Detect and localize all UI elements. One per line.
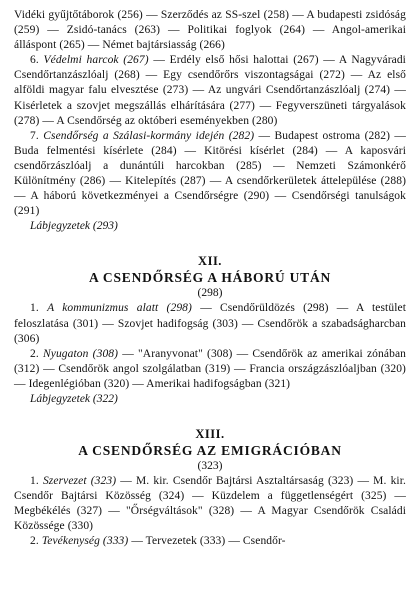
section-entries: — M. kir. Csendőr Bajtársi Asztaltársaság (323) — M. kir. Csendőr Bajtársi Közösség (324) — Küzdelem a függetlenségért (325) — Megbékélés (327) — "Őrségváltások" (328) — A Magyar Csendőrök Családi Közössége (330)	[14, 475, 406, 533]
section-number: 2.	[30, 347, 39, 360]
footnotes-entry: Lábjegyzetek (322)	[30, 392, 118, 405]
toc-paragraph-ghetto-camps: Vidéki gyűjtőtáborok (256) — Szerződés az SS-szel (258) — A budapesti zsidóság (259) — Zsidó-tanács (263) — Politikai foglyok (264) — Angol-amerikai álláspont (265) — Német bajtársiasság (266)	[14, 9, 406, 52]
section-number: 2.	[30, 535, 39, 548]
chapter-heading-xii	[14, 254, 406, 301]
section-entries: — "Aranyvonat" (308) — Csendőrök az amerikai zónában (312) — Csendőrök angol szolgálatban (319) — Francia országzászlóaljban (320) — Idegenlégióban (320) — Amerikai hadifogságban (321)	[14, 347, 406, 390]
toc-paragraph-defensive-battles	[14, 53, 406, 128]
toc-paragraph-szalasi-government	[14, 129, 406, 220]
section-number: 7.	[30, 129, 39, 142]
section-entries: — Budapest ostroma (282) — Buda felmentési kísérlete (284) — Kitörési kísérlet (284) — A kaposvári csendőrzászlóalj a dunántúli harcokban (285) — Nemzeti Számonkérő Különítmény (286) — Kitelepítés (287) — A csendőrkerületek áttelepülése (288) — A háború következményei a Csendőrségre (290) — Csendőrségi tanulságok (291)	[14, 129, 406, 218]
section-entries: — Tervezetek (333) — Csendőr-	[128, 535, 286, 548]
section-title: A kommunizmus alatt (298)	[47, 302, 192, 315]
section-title: Tevékenység (333)	[41, 535, 129, 548]
toc-paragraph-west	[14, 347, 406, 392]
chapter-number: XIII.	[195, 427, 225, 442]
section-title: Védelmi harcok (267)	[43, 54, 149, 67]
toc-paragraph-activity	[14, 534, 406, 549]
section-number: 1.	[30, 475, 39, 488]
chapter-title: A CSENDŐRSÉG AZ EMIGRÁCIÓBAN	[78, 443, 342, 459]
chapter-title: A CSENDŐRSÉG A HÁBORÚ UTÁN	[88, 270, 332, 286]
toc-paragraph-communism	[14, 301, 406, 346]
section-title: Csendőrség a Szálasi-kormány idején (282)	[43, 129, 255, 142]
footnotes-entry: Lábjegyzetek (293)	[30, 220, 118, 233]
section-entries: — Csendőrüldözés (298) — A testület feloszlatása (301) — Szovjet hadifogság (303) — Csendőrök a szabadságharcban (306)	[14, 302, 407, 345]
toc-paragraph-organization	[14, 474, 406, 534]
section-entries: — Erdély első hősi halottai (267) — A Nagyváradi Csendőrtanzászlóalj (268) — Egy csendőrőrs viszontagságai (272) — Az első alföldi magyar falu elvesztése (273) — Az ungvári Csendőrtanzászlóalj (274) — Kisérletek a szovjet megszállás elhárítására (277) — Fegyverszüneti tárgyalások (278) — A Csendőrség az októberi eseményekben (280)	[14, 54, 406, 127]
chapter-page: (323)	[197, 460, 223, 473]
section-number: 6.	[30, 54, 39, 67]
chapter-number: XII.	[198, 254, 222, 269]
section-title: Nyugaton (308)	[42, 347, 119, 360]
section-number: 1.	[30, 302, 39, 315]
chapter-page: (298)	[197, 287, 223, 300]
section-title: Szervezet (323)	[42, 475, 117, 488]
chapter-heading-xiii	[14, 427, 406, 474]
